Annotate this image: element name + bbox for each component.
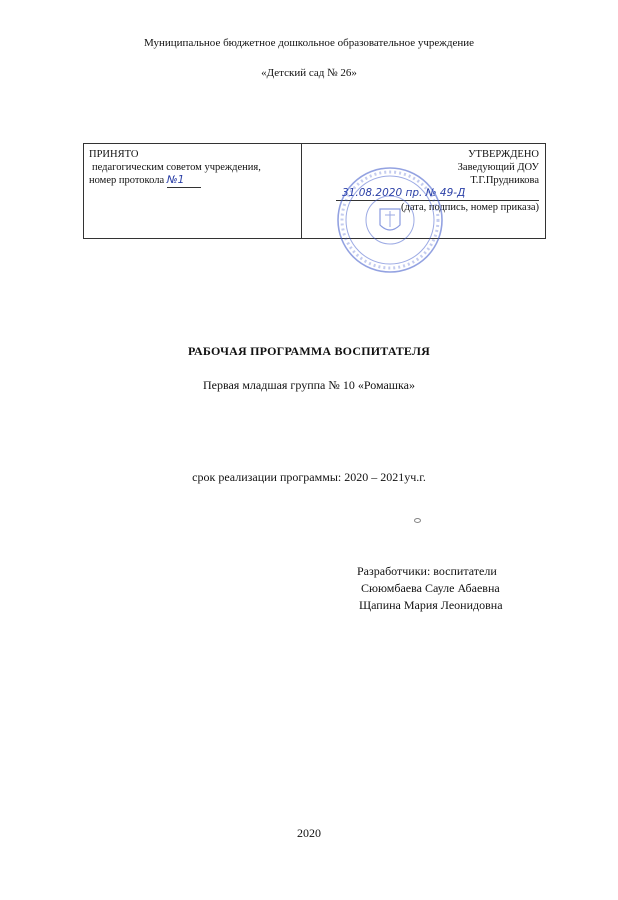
approved-position: Заведующий ДОУ: [457, 162, 539, 173]
document-title: РАБОЧАЯ ПРОГРАММА ВОСПИТАТЕЛЯ: [188, 344, 430, 358]
accepted-status: ПРИНЯТО: [89, 149, 139, 160]
developer-name: Щапина Мария Леонидовна: [359, 598, 503, 612]
signature-caption: (дата, подпись, номер приказа): [401, 202, 539, 213]
institution-name: «Детский сад № 26»: [261, 67, 357, 79]
developers-block: [357, 563, 503, 614]
developer-name: Сююмбаева Сауле Абаевна: [361, 581, 500, 595]
group-subtitle: Первая младшая группа № 10 «Ромашка»: [202, 378, 416, 392]
protocol-number: №1: [167, 174, 201, 188]
scan-speck: [414, 518, 421, 523]
developers-label: Разработчики: воспитатели: [357, 564, 497, 578]
accepted-cell: [84, 144, 302, 238]
approved-cell: [302, 144, 545, 238]
approved-person: Т.Г.Прудникова: [470, 175, 539, 186]
approval-table: [83, 143, 546, 239]
protocol-label: номер протокола: [89, 175, 165, 186]
protocol-line: [89, 174, 296, 188]
signature-line: 31.08.2020 пр. № 49-Д: [336, 187, 539, 201]
institution-line: Муниципальное бюджетное дошкольное образовательное учреждение: [144, 37, 474, 49]
approved-status: УТВЕРЖДЕНО: [468, 149, 539, 160]
accepted-council-line: педагогическим советом учреждения,: [92, 162, 261, 173]
document-year: 2020: [297, 826, 321, 840]
program-term: срок реализации программы: 2020 – 2021уч.г.: [192, 470, 426, 484]
